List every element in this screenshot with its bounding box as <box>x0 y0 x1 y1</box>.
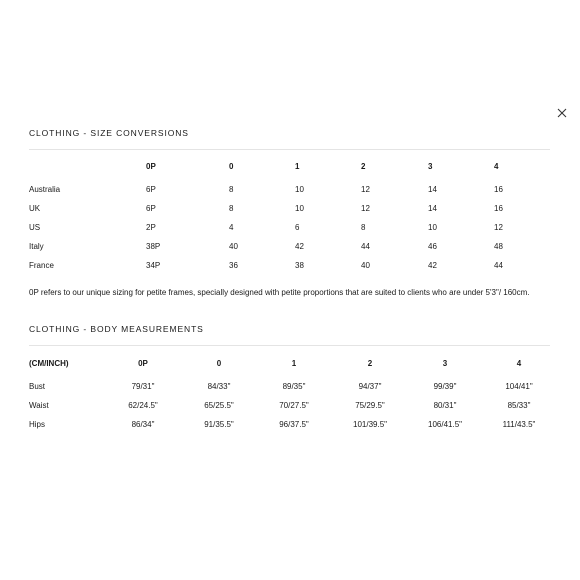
table-cell: 10 <box>295 185 304 194</box>
table-cell: 85/33" <box>507 401 531 410</box>
table-row <box>0 241 580 253</box>
table-cell: 16 <box>494 185 503 194</box>
table-cell: 84/33" <box>207 382 231 391</box>
divider <box>29 149 550 150</box>
table-cell: 86/34" <box>131 420 155 429</box>
column-header: 0P <box>146 162 156 171</box>
measurements-table-header <box>0 358 580 370</box>
table-cell: 94/37" <box>358 382 382 391</box>
column-header: 3 <box>428 162 433 171</box>
table-cell: 62/24.5" <box>128 401 158 410</box>
size-conversions-title: CLOTHING - SIZE CONVERSIONS <box>29 128 189 138</box>
petite-sizing-note: 0P refers to our unique sizing for petite frames, specially designed with petite proportions that are suited to clients who are under 5'3"/ 160cm. <box>29 288 530 297</box>
table-cell: 40 <box>361 261 370 270</box>
row-label: Waist <box>29 401 49 410</box>
row-label: Australia <box>29 185 61 194</box>
size-table-header <box>0 161 580 173</box>
divider <box>29 345 550 346</box>
table-cell: 99/39" <box>433 382 457 391</box>
table-cell: 6P <box>146 185 156 194</box>
table-cell: 80/31" <box>433 401 457 410</box>
table-row <box>0 222 580 234</box>
column-header: 4 <box>516 359 522 368</box>
close-button[interactable] <box>555 106 569 120</box>
row-label: UK <box>29 204 41 213</box>
table-cell: 2P <box>146 223 156 232</box>
column-header: 4 <box>494 162 499 171</box>
table-cell: 38P <box>146 242 161 251</box>
table-cell: 8 <box>361 223 366 232</box>
table-cell: 96/37.5" <box>279 420 309 429</box>
table-row <box>0 381 580 393</box>
row-label: US <box>29 223 41 232</box>
table-cell: 12 <box>494 223 503 232</box>
row-label: Hips <box>29 420 46 429</box>
column-header: 2 <box>361 162 366 171</box>
column-header: 1 <box>295 162 300 171</box>
row-label: Bust <box>29 382 46 391</box>
close-icon <box>555 106 569 120</box>
table-cell: 111/43.5" <box>502 420 536 429</box>
table-cell: 36 <box>229 261 238 270</box>
table-cell: 106/41.5" <box>428 420 462 429</box>
column-header: 0P <box>138 359 148 368</box>
column-header: 3 <box>442 359 448 368</box>
column-header: 2 <box>367 359 373 368</box>
table-row <box>0 203 580 215</box>
table-row <box>0 400 580 412</box>
table-cell: 8 <box>229 204 234 213</box>
table-cell: 44 <box>494 261 503 270</box>
table-cell: 12 <box>361 185 370 194</box>
table-row <box>0 419 580 431</box>
table-cell: 79/31" <box>131 382 155 391</box>
table-cell: 48 <box>494 242 503 251</box>
table-cell: 89/35" <box>282 382 306 391</box>
table-cell: 42 <box>295 242 304 251</box>
table-cell: 104/41" <box>505 382 533 391</box>
table-cell: 46 <box>428 242 437 251</box>
table-cell: 75/29.5" <box>355 401 385 410</box>
table-cell: 8 <box>229 185 234 194</box>
row-label: France <box>29 261 54 270</box>
table-cell: 12 <box>361 204 370 213</box>
table-cell: 14 <box>428 185 437 194</box>
table-cell: 16 <box>494 204 503 213</box>
table-cell: 38 <box>295 261 304 270</box>
body-measurements-title: CLOTHING - BODY MEASUREMENTS <box>29 324 204 334</box>
table-cell: 14 <box>428 204 437 213</box>
table-cell: 4 <box>229 223 234 232</box>
table-cell: 91/35.5" <box>204 420 234 429</box>
column-header: 1 <box>291 359 297 368</box>
table-cell: 101/39.5" <box>353 420 387 429</box>
table-cell: 65/25.5" <box>204 401 234 410</box>
table-cell: 44 <box>361 242 370 251</box>
table-cell: 42 <box>428 261 437 270</box>
table-cell: 10 <box>428 223 437 232</box>
table-cell: 40 <box>229 242 238 251</box>
units-label: (CM/INCH) <box>29 359 69 368</box>
table-cell: 34P <box>146 261 161 270</box>
table-cell: 6P <box>146 204 156 213</box>
table-cell: 6 <box>295 223 300 232</box>
table-cell: 70/27.5" <box>279 401 309 410</box>
column-header: 0 <box>229 162 234 171</box>
table-cell: 10 <box>295 204 304 213</box>
table-row <box>0 184 580 196</box>
row-label: Italy <box>29 242 44 251</box>
table-row <box>0 260 580 272</box>
column-header: 0 <box>216 359 222 368</box>
